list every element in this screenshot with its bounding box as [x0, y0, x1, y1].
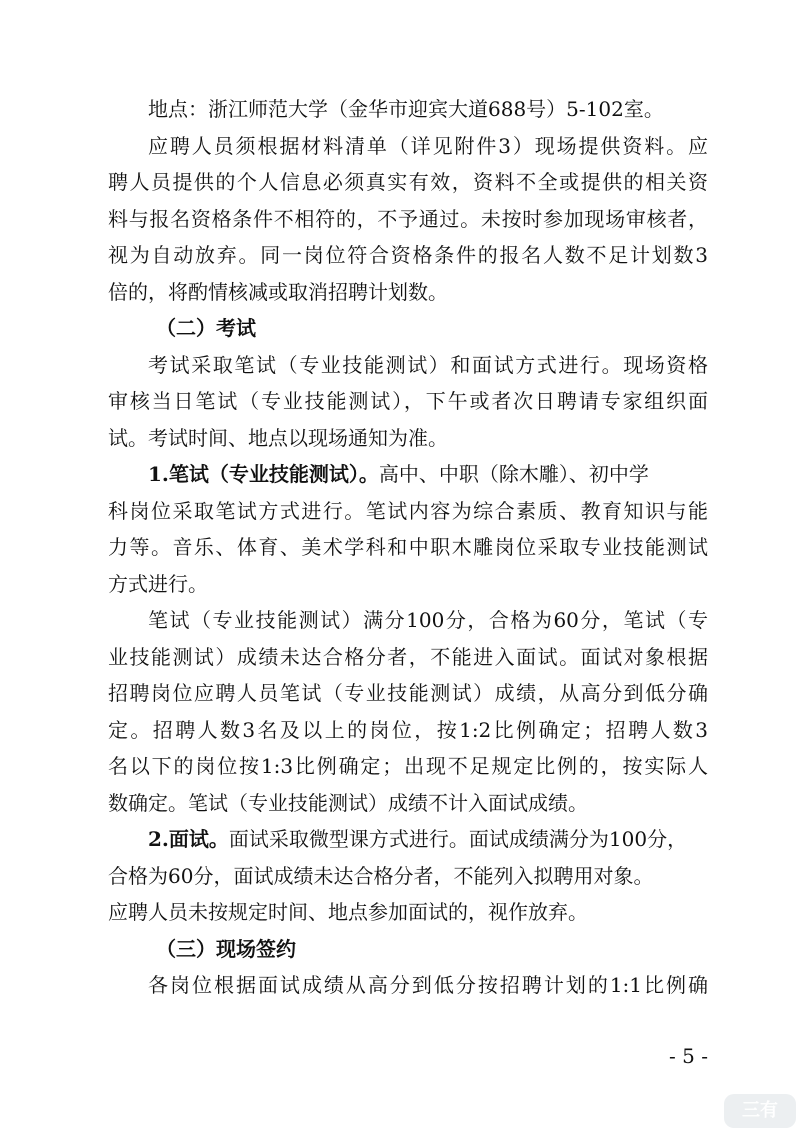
paragraph-line: 业技能测试）成绩未达合格分者，不能进入面试。面试对象根据 — [108, 644, 708, 669]
paragraph-line: 应聘人员须根据材料清单（详见附件3）现场提供资料。应 — [148, 133, 708, 158]
paragraph-line: 考试采取笔试（专业技能测试）和面试方式进行。现场资格 — [148, 352, 708, 377]
paragraph-text: 面试采取微型课方式进行。面试成绩满分为100分， — [228, 827, 688, 851]
paragraph-line: 笔试（专业技能测试）满分100分，合格为60分，笔试（专 — [148, 608, 708, 632]
paragraph-line: 料与报名资格条件不相符的，不予通过。未按时参加现场审核者， — [108, 206, 708, 231]
paragraph-line: 数确定。笔试（专业技能测试）成绩不计入面试成绩。 — [108, 790, 588, 815]
paragraph-line: 地点：浙江师范大学（金华市迎宾大道688号）5-102室。 — [148, 97, 664, 121]
paragraph-line: 招聘岗位应聘人员笔试（专业技能测试）成绩，从高分到低分确 — [108, 681, 708, 705]
paragraph-line: 合格为60分，面试成绩未达合格分者，不能列入拟聘用对象。 — [108, 863, 654, 888]
paragraph-line: 各岗位根据面试成绩从高分到低分按招聘计划的1:1比例确 — [148, 973, 708, 997]
paragraph-line: 定。招聘人数3名及以上的岗位，按1:2比例确定；招聘人数3 — [108, 717, 708, 742]
paragraph-line — [148, 825, 708, 853]
section-heading: （三）现场签约 — [156, 936, 296, 961]
page-number: - 5 - — [669, 1044, 708, 1068]
paragraph-line: 力等。音乐、体育、美术学科和中职木雕岗位采取专业技能测试 — [108, 535, 708, 559]
paragraph-line — [148, 460, 708, 488]
paragraph-line: 聘人员提供的个人信息必须真实有效，资料不全或提供的相关资 — [108, 170, 708, 194]
watermark-badge: 三有 — [724, 1094, 796, 1128]
paragraph-line: 科岗位采取笔试方式进行。笔试内容为综合素质、教育知识与能 — [108, 498, 708, 523]
paragraph-line: 应聘人员未按规定时间、地点参加面试的，视作放弃。 — [108, 900, 588, 924]
subheading-interview: 2.面试。 — [148, 827, 229, 851]
paragraph-line: 审核当日笔试（专业技能测试），下午或者次日聘请专家组织面 — [108, 389, 708, 413]
subheading-written-exam: 1.笔试（专业技能测试）。 — [148, 462, 379, 486]
paragraph-line: 视为自动放弃。同一岗位符合资格条件的报名人数不足计划数3 — [108, 243, 708, 267]
paragraph-line: 方式进行。 — [108, 571, 208, 596]
paragraph-line: 名以下的岗位按1:3比例确定；出现不足规定比例的，按实际人 — [108, 754, 708, 778]
paragraph-text: 高中、中职（除木雕）、初中学 — [378, 462, 649, 486]
section-heading: （二）考试 — [156, 316, 256, 340]
paragraph-line: 试。考试时间、地点以现场通知为准。 — [108, 425, 448, 450]
paragraph-line: 倍的，将酌情核减或取消招聘计划数。 — [108, 279, 448, 304]
